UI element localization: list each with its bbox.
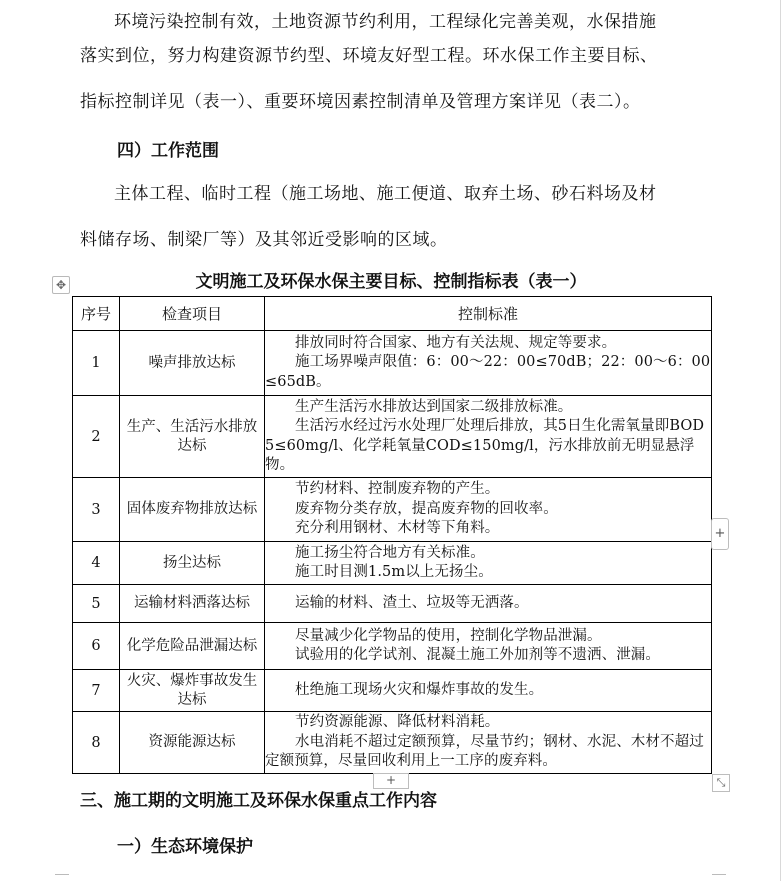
table-row <box>73 585 712 623</box>
row-number: 8 <box>73 712 120 774</box>
intro-line-1: 环境污染控制有效，土地资源节约利用，工程绿化完善美观，水保措施 <box>114 12 657 32</box>
plus-icon: + <box>385 773 397 787</box>
intro-line-3: 指标控制详见（表一）、重要环境因素控制清单及管理方案详见（表二）。 <box>80 92 641 112</box>
row-item: 运输材料洒落达标 <box>120 585 265 623</box>
criteria-line: 尽量减少化学物品的使用，控制化学物品泄漏。 <box>295 627 602 644</box>
criteria-line: 充分利用钢材、木材等下角料。 <box>295 520 500 537</box>
row-criteria <box>265 585 712 623</box>
plus-icon: + <box>714 526 726 541</box>
row-number: 1 <box>73 331 120 396</box>
table-row <box>73 623 712 670</box>
table-move-handle[interactable] <box>52 276 70 294</box>
row-criteria <box>265 396 712 478</box>
table-header-row <box>73 297 712 331</box>
row-number: 4 <box>73 542 120 585</box>
scope-line-2: 料储存场、制梁厂等）及其邻近受影响的区域。 <box>80 230 448 250</box>
row-number: 3 <box>73 478 120 542</box>
row-number: 6 <box>73 623 120 670</box>
row-item: 扬尘达标 <box>120 542 265 585</box>
criteria-line: 施工场界噪声限值：6：00～22：00≤70dB；22：00～6：00≤65dB。 <box>265 354 711 390</box>
row-criteria <box>265 712 712 774</box>
table-row <box>73 712 712 774</box>
criteria-line: 施工扬尘符合地方有关标准。 <box>295 544 485 561</box>
criteria-line: 生产生活污水排放达到国家二级排放标准。 <box>295 398 573 415</box>
criteria-line: 运输的材料、渣土、垃圾等无洒落。 <box>295 594 529 611</box>
header-no: 序号 <box>73 297 120 331</box>
table-title: 文明施工及环保水保主要目标、控制指标表（表一） <box>195 272 587 292</box>
move-icon: ✥ <box>55 278 67 292</box>
row-item: 资源能源达标 <box>120 712 265 774</box>
target-indicator-table <box>72 296 712 774</box>
table-row <box>73 542 712 585</box>
section-3-heading: 三、施工期的文明施工及环保水保重点工作内容 <box>80 791 437 811</box>
criteria-line: 废弃物分类存放，提高废弃物的回收率。 <box>295 500 558 517</box>
row-number: 2 <box>73 396 120 478</box>
criteria-line: 节约资源能源、降低材料消耗。 <box>295 714 500 731</box>
table-row <box>73 331 712 396</box>
row-number: 5 <box>73 585 120 623</box>
row-criteria <box>265 623 712 670</box>
intro-line-2: 落实到位，努力构建资源节约型、环境友好型工程。环水保工作主要目标、 <box>80 46 658 66</box>
row-item: 火灾、爆炸事故发生达标 <box>120 670 265 712</box>
criteria-line: 试验用的化学试剂、混凝土施工外加剂等不遗洒、泄漏。 <box>295 647 660 663</box>
table-row <box>73 478 712 542</box>
row-criteria <box>265 542 712 585</box>
criteria-line: 施工时目测1.5m以上无扬尘。 <box>295 564 493 580</box>
table-resize-handle[interactable] <box>712 774 730 792</box>
header-criteria: 控制标准 <box>265 297 712 331</box>
header-item: 检查项目 <box>120 297 265 331</box>
criteria-line: 生活污水经过污水处理厂处理后排放，其5日生化需氧量即BOD5≤60mg/l、化学耗氧量COD≤150mg/l，污水排放前无明显悬浮物。 <box>265 418 705 473</box>
resize-icon: ⤡ <box>716 776 726 789</box>
criteria-line: 杜绝施工现场火灾和爆炸事故的发生。 <box>295 681 544 698</box>
criteria-line: 节约材料、控制废弃物的产生。 <box>295 481 500 498</box>
subsection-1-heading: 一）生态环境保护 <box>117 837 253 857</box>
row-number: 7 <box>73 670 120 712</box>
page-corner-mark-right <box>712 874 726 875</box>
section-4-heading: 四）工作范围 <box>117 141 219 161</box>
scope-line-1: 主体工程、临时工程（施工场地、施工便道、取弃土场、砂石料场及材 <box>114 184 657 204</box>
row-criteria <box>265 478 712 542</box>
row-criteria <box>265 331 712 396</box>
add-column-button[interactable] <box>711 518 729 550</box>
criteria-line: 排放同时符合国家、地方有关法规、规定等要求。 <box>295 334 617 351</box>
criteria-line: 水电消耗不超过定额预算，尽量节约；钢材、水泥、木材不超过定额预算，尽量回收利用上一工序的废弃料。 <box>265 733 704 770</box>
row-item: 噪声排放达标 <box>120 331 265 396</box>
row-item: 固体废弃物排放达标 <box>120 478 265 542</box>
row-item: 生产、生活污水排放达标 <box>120 396 265 478</box>
table-row <box>73 670 712 712</box>
page-corner-mark-left <box>55 874 69 875</box>
table-row <box>73 396 712 478</box>
row-item: 化学危险品泄漏达标 <box>120 623 265 670</box>
row-criteria <box>265 670 712 712</box>
